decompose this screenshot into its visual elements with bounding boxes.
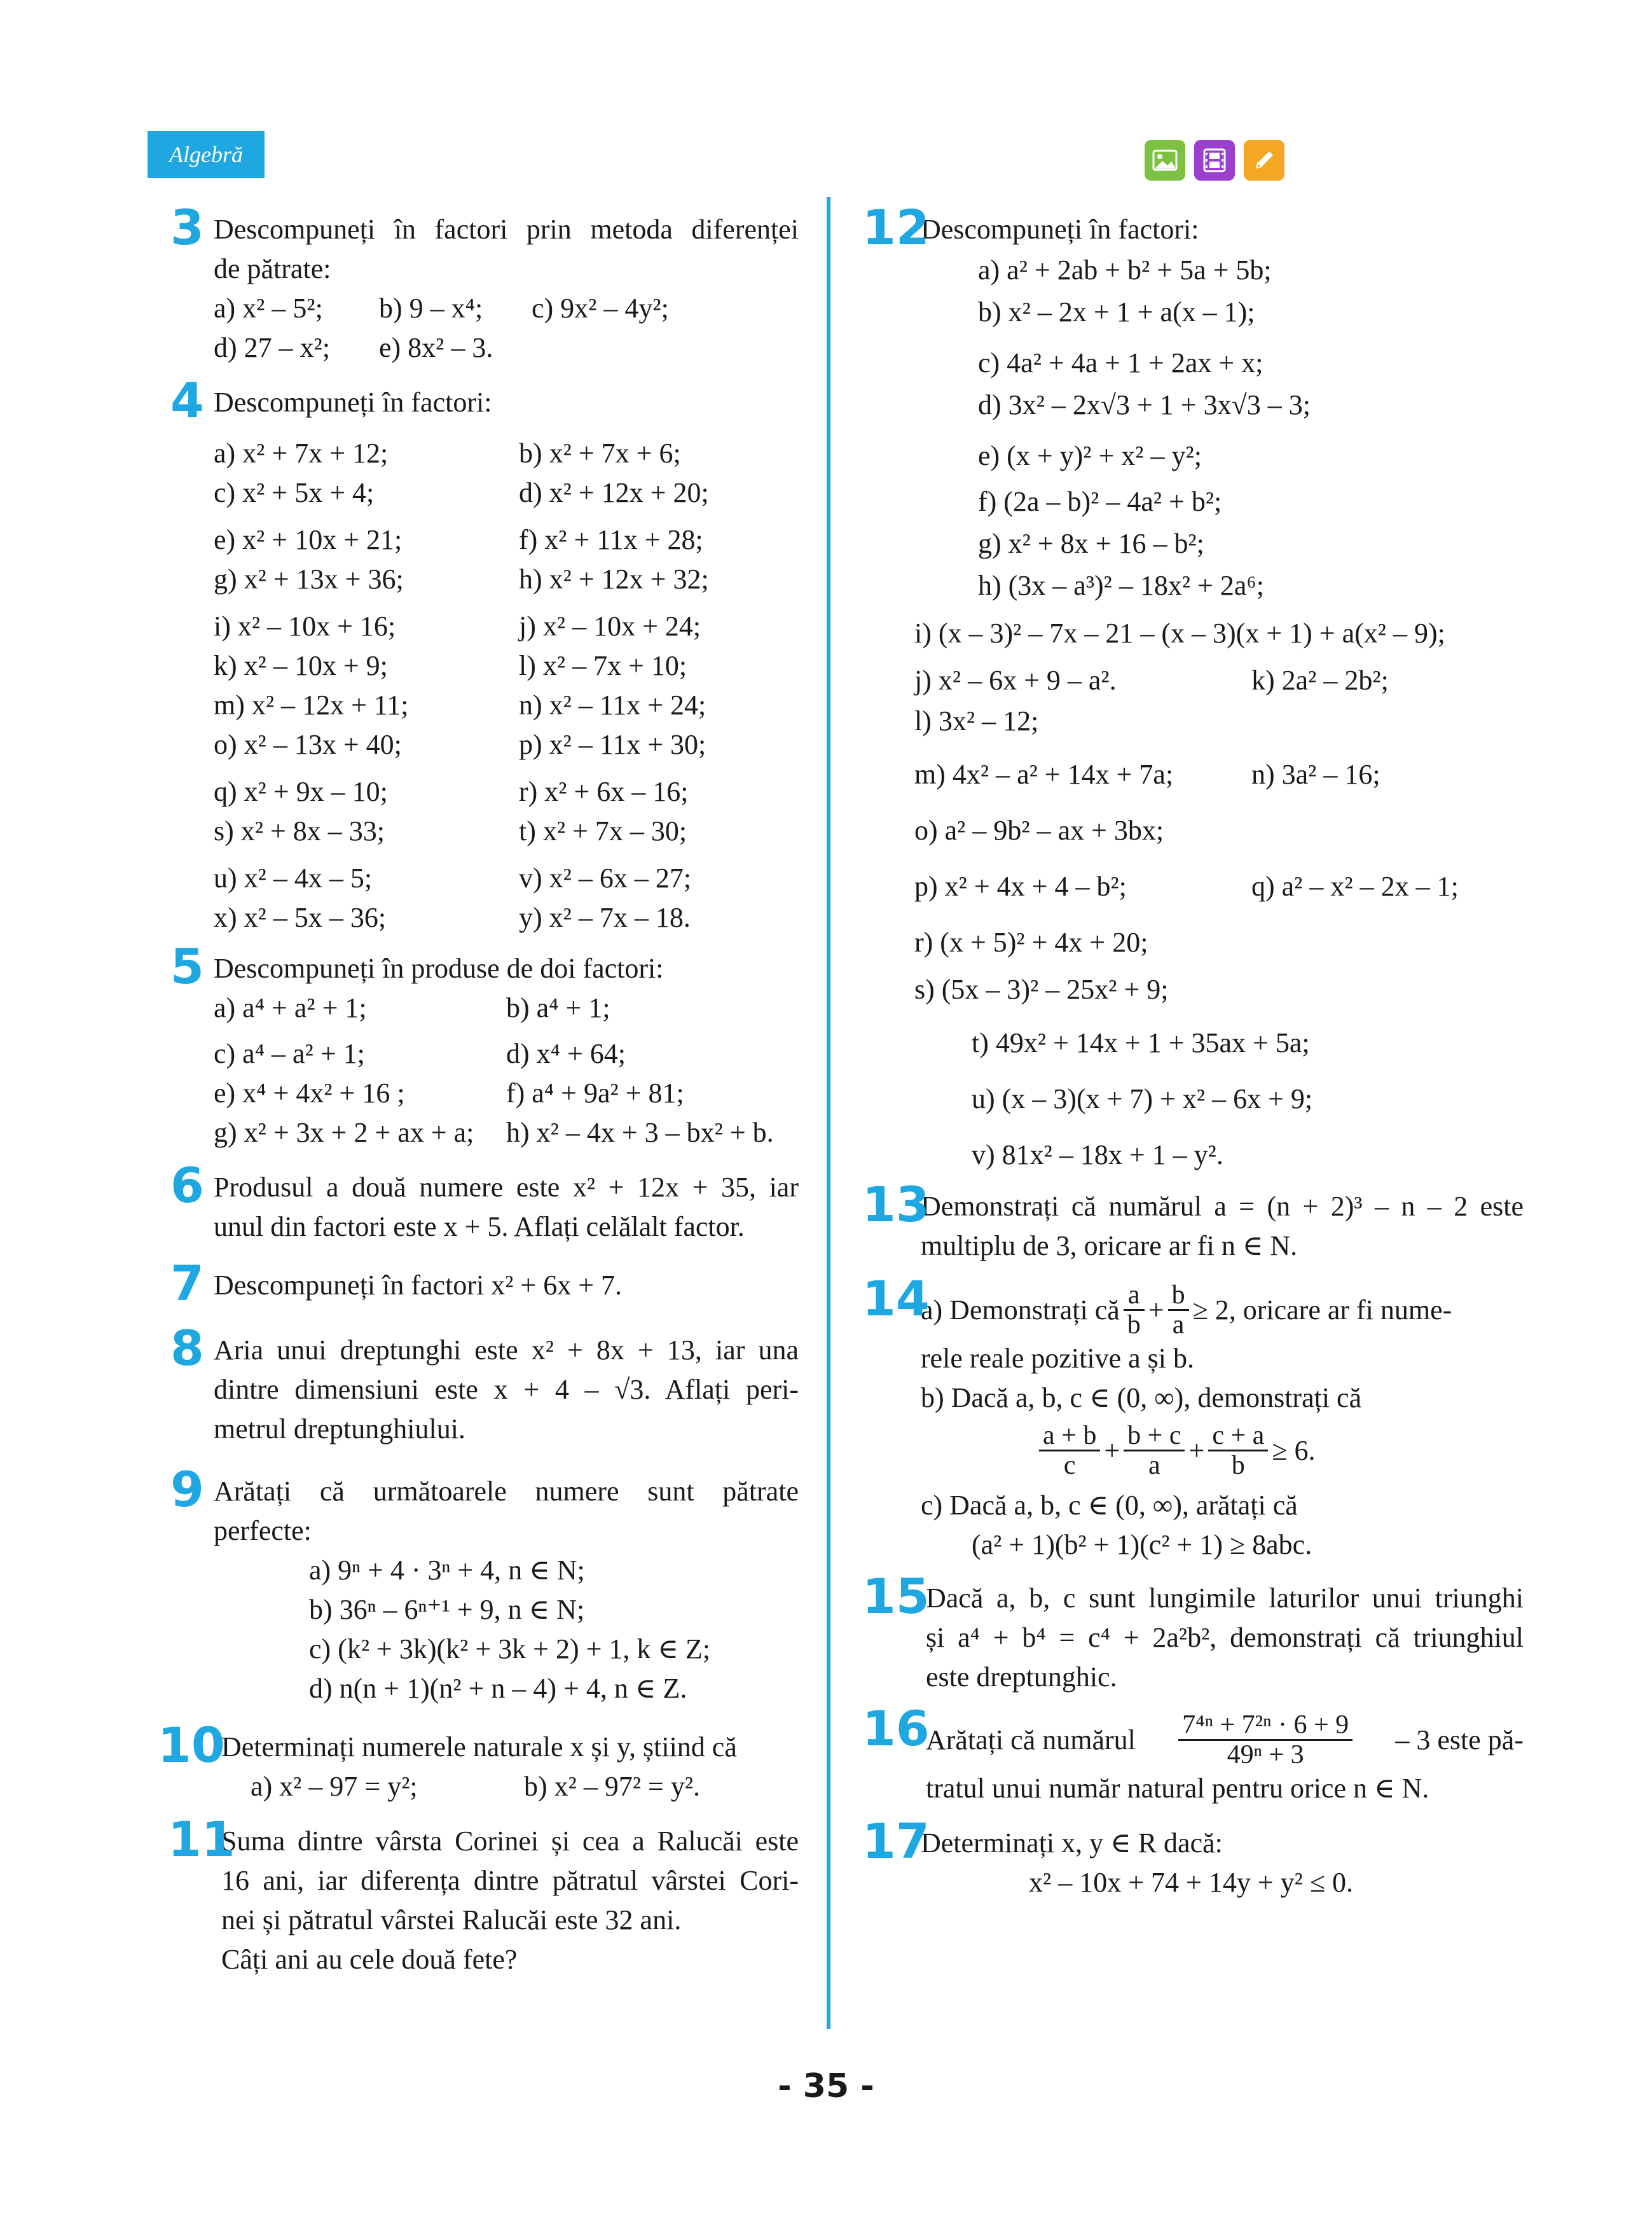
item: f) (2a – b)² – 4a² + b²;	[978, 486, 1222, 517]
item: b) x² + 7x + 6;	[519, 438, 681, 469]
item-a: a) x² – 97 = y²;	[251, 1771, 418, 1802]
chapter-tag: Algebră	[148, 131, 265, 178]
exercise-5	[163, 938, 799, 1153]
exercise-equation: x² – 10x + 74 + 14y + y² ≤ 0.	[1029, 1867, 1353, 1898]
exercise-text: Produsul a două numere este x² + 12x + 35, iar	[214, 1172, 799, 1203]
item-b: b) x² – 97² = y².	[524, 1771, 701, 1802]
exercise-text: este dreptunghic.	[926, 1661, 1117, 1693]
exercise-text: tratul unui număr natural pentru orice n ∈ N.	[926, 1773, 1429, 1804]
item-v: v) 81x² – 18x + 1 – y².	[972, 1139, 1223, 1170]
item: n) x² – 11x + 24;	[519, 689, 706, 721]
item-t: t) 49x² + 14x + 1 + 35ax + 5a;	[972, 1027, 1310, 1058]
item-u: u) (x – 3)(x + 7) + x² – 6x + 9;	[972, 1083, 1313, 1114]
exercise-text: Arătați că numărul	[926, 1724, 1136, 1755]
exercise-number: 6	[170, 1157, 204, 1214]
item: i) x² – 10x + 16;	[214, 611, 396, 642]
exercise-15	[862, 1568, 1524, 1697]
item-c: c) 9x² – 4y²;	[532, 293, 669, 324]
item-m: m) 4x² – a² + 14x + 7a;	[914, 759, 1174, 790]
denominator: b	[1231, 1451, 1245, 1480]
fraction	[1124, 1422, 1185, 1479]
item: a) 9ⁿ + 4 · 3ⁿ + 4, n ∈ N;	[309, 1555, 585, 1586]
item-e: e) 8x² – 3.	[379, 332, 493, 363]
exercise-number: 4	[170, 372, 204, 429]
exercise-number: 14	[862, 1270, 930, 1327]
numerator: a	[1124, 1281, 1145, 1311]
item: a) a⁴ + a² + 1;	[214, 992, 367, 1023]
numerator: b + c	[1124, 1422, 1185, 1451]
numerator: a + b	[1039, 1422, 1100, 1451]
exercise-14: 14 a) Demonstrați că $\frac{a}{b}$ + $\frac{b}{a}$ ≥ 2, oricare ar fi nume- rele reale pozitive a și b. b) Dacă a, b, c ∈ (0, ∞), demonstrați că $\frac{a + b}{c}$ + $\frac{b + c}{a}$ + $\frac{c + a}{b}$ ≥ 6. c) Dacă a, b, c ∈ (0, ∞), arătați că (a² + 1)(b² + 1)(c² + 1) ≥ 8abc.	[862, 1281, 1524, 1565]
item-r: r) (x + 5)² + 4x + 20;	[914, 927, 1148, 958]
exercise-text: dintre dimensiuni este x + 4 – √3. Aflați peri-	[214, 1374, 799, 1405]
exercise-text: b) Dacă a, b, c ∈ (0, ∞), demonstrați că	[921, 1382, 1362, 1413]
exercise-number: 13	[862, 1176, 930, 1233]
exercise-number: 9	[170, 1461, 204, 1518]
item: b) 36ⁿ – 6ⁿ⁺¹ + 9, n ∈ N;	[309, 1594, 585, 1625]
item: m) x² – 12x + 11;	[214, 689, 409, 721]
exercise-text: Descompuneți în factori prin metoda diferenței	[214, 214, 799, 245]
exercise-6	[163, 1157, 799, 1247]
item: h) (3x – a³)² – 18x² + 2a⁶;	[978, 570, 1264, 601]
exercise-text: a) Demonstrați că	[921, 1294, 1120, 1326]
exercise-13	[862, 1176, 1524, 1266]
exercise-11	[163, 1811, 799, 1979]
exercise-text: Determinați x, y ∈ R dacă:	[921, 1827, 1223, 1859]
item: a) a² + 2ab + b² + 5a + 5b;	[978, 254, 1272, 286]
image-icon[interactable]	[1145, 140, 1185, 181]
denominator: a	[1172, 1310, 1185, 1340]
item-k: k) 2a² – 2b²;	[1251, 665, 1389, 696]
exercise-text: multiplu de 3, oricare ar fi n ∈ N.	[921, 1230, 1298, 1261]
item: d) 3x² – 2x√3 + 1 + 3x√3 – 3;	[978, 389, 1311, 420]
exercise-4	[163, 372, 799, 938]
exercise-number: 5	[170, 938, 204, 995]
item: c) x² + 5x + 4;	[214, 477, 375, 508]
item-p: p) x² + 4x + 4 – b²;	[914, 871, 1127, 902]
exercise-3	[163, 199, 799, 368]
exercise-text: Dacă a, b, c sunt lungimile laturilor unui triunghi	[926, 1582, 1524, 1614]
denominator: a	[1148, 1451, 1160, 1480]
item-j: j) x² – 6x + 9 – a².	[914, 665, 1117, 696]
item-q: q) a² – x² – 2x – 1;	[1251, 871, 1459, 902]
film-icon[interactable]	[1194, 140, 1235, 181]
exercise-number: 11	[168, 1811, 235, 1867]
exercise-number: 3	[170, 199, 204, 256]
item: f) a⁴ + 9a² + 81;	[506, 1077, 684, 1109]
exercise-number: 12	[862, 199, 930, 256]
item-d: d) 27 – x²;	[214, 332, 331, 363]
item: a) x² + 7x + 12;	[214, 438, 389, 469]
item: s) x² + 8x – 33;	[214, 815, 385, 847]
item-i: i) (x – 3)² – 7x – 21 – (x – 3)(x + 1) + a(x² – 9);	[914, 618, 1445, 649]
exercise-text: Demonstrați că numărul a = (n + 2)³ – n – 2 este	[921, 1191, 1524, 1222]
exercise-9	[163, 1461, 799, 1708]
exercise-10	[158, 1717, 799, 1806]
item: p) x² – 11x + 30;	[519, 729, 706, 760]
right-column	[862, 199, 1524, 1914]
item: x) x² – 5x – 36;	[214, 902, 387, 933]
fraction	[1168, 1281, 1189, 1339]
exercise-text: Determinați numerele naturale x și y, știind că	[221, 1731, 737, 1762]
item: e) (x + y)² + x² – y²;	[978, 440, 1202, 471]
toolbar-icons	[1145, 140, 1284, 181]
exercise-text: Descompuneți în factori:	[214, 387, 492, 418]
item: y) x² – 7x – 18.	[519, 902, 691, 933]
item: r) x² + 6x – 16;	[519, 776, 689, 807]
item: d) x⁴ + 64;	[506, 1038, 626, 1069]
item: t) x² + 7x – 30;	[519, 815, 687, 847]
item: v) x² – 6x – 27;	[519, 862, 692, 894]
item: f) x² + 11x + 28;	[519, 524, 703, 555]
exercise-number: 10	[158, 1717, 225, 1773]
item-a: a) x² – 5²;	[214, 293, 323, 324]
item: g) x² + 8x + 16 – b²;	[978, 528, 1204, 559]
item: g) x² + 3x + 2 + ax + a;	[214, 1117, 474, 1148]
exercise-text: Descompuneți în factori:	[921, 214, 1199, 245]
item-o: o) a² – 9b² – ax + 3bx;	[914, 815, 1164, 846]
exercise-text: Aria unui dreptunghi este x² + 8x + 13, iar una	[214, 1334, 799, 1366]
item: h) x² – 4x + 3 – bx² + b.	[506, 1117, 774, 1148]
item: j) x² – 10x + 24;	[519, 611, 701, 642]
item: q) x² + 9x – 10;	[214, 776, 388, 807]
fraction	[1178, 1711, 1353, 1769]
exercise-number: 8	[170, 1320, 204, 1376]
exercise-text: Descompuneți în factori x² + 6x + 7.	[214, 1270, 623, 1301]
item-s: s) (5x – 3)² – 25x² + 9;	[914, 974, 1169, 1005]
exercise-text: – 3 este pă-	[1395, 1724, 1524, 1755]
exercise-text: c) Dacă a, b, c ∈ (0, ∞), arătați că	[921, 1490, 1298, 1521]
item: l) x² – 7x + 10;	[519, 650, 687, 681]
exercise-text: nei și pătratul vârstei Ralucăi este 32 ani.	[221, 1904, 682, 1936]
exercise-number: 7	[170, 1255, 204, 1312]
exercise-text: Descompuneți în produse de doi factori:	[214, 953, 664, 984]
item: c) a⁴ – a² + 1;	[214, 1038, 365, 1069]
item: c) (k² + 3k)(k² + 3k + 2) + 1, k ∈ Z;	[309, 1633, 711, 1665]
denominator: b	[1127, 1310, 1141, 1340]
column-divider	[827, 197, 830, 2029]
item: u) x² – 4x – 5;	[214, 862, 373, 894]
item: o) x² – 13x + 40;	[214, 729, 402, 760]
exercise-text: Câți ani au cele două fete?	[221, 1944, 518, 1975]
item: c) 4a² + 4a + 1 + 2ax + x;	[978, 347, 1263, 378]
exercise-12	[862, 199, 1524, 1175]
denominator: c	[1063, 1451, 1076, 1480]
numerator: c + a	[1208, 1422, 1268, 1451]
item: e) x² + 10x + 21;	[214, 524, 403, 555]
exercise-number: 16	[862, 1700, 930, 1757]
exercise-text: Suma dintre vârsta Corinei și cea a Ralucăi este	[221, 1825, 799, 1857]
item: d) x² + 12x + 20;	[519, 477, 709, 508]
page-number: - 35 -	[778, 2067, 874, 2105]
item: d) n(n + 1)(n² + n – 4) + 4, n ∈ Z.	[309, 1673, 687, 1704]
pencil-icon[interactable]	[1244, 140, 1284, 181]
fraction	[1039, 1422, 1100, 1479]
item: g) x² + 13x + 36;	[214, 564, 404, 595]
exercise-text: unul din factori este x + 5. Aflați celălalt factor.	[214, 1211, 745, 1242]
exercise-17	[862, 1813, 1524, 1902]
exercise-text: și a⁴ + b⁴ = c⁴ + 2a²b², demonstrați că triunghiul	[926, 1622, 1524, 1653]
exercise-text: (a² + 1)(b² + 1)(c² + 1) ≥ 8abc.	[972, 1529, 1312, 1560]
exercise-text: ≥ 6.	[1272, 1434, 1316, 1466]
numerator: b	[1168, 1281, 1189, 1311]
numerator: 7⁴ⁿ + 7²ⁿ · 6 + 9	[1178, 1711, 1353, 1741]
exercise-text: ≥ 2, oricare ar fi nume-	[1192, 1294, 1452, 1326]
item-b: b) 9 – x⁴;	[379, 293, 483, 324]
fraction	[1208, 1422, 1268, 1479]
exercise-text: de pătrate:	[214, 253, 331, 284]
left-column	[158, 199, 799, 1991]
exercise-text: rele reale pozitive a și b.	[921, 1343, 1195, 1374]
exercise-16	[862, 1700, 1524, 1808]
item: b) x² – 2x + 1 + a(x – 1);	[978, 296, 1255, 328]
exercise-text: Arătați că următoarele numere sunt pătrate	[214, 1476, 799, 1507]
exercise-number: 15	[862, 1568, 930, 1624]
exercise-7	[163, 1255, 799, 1312]
item: k) x² – 10x + 9;	[214, 650, 388, 681]
exercise-number: 17	[862, 1813, 930, 1869]
item-n: n) 3a² – 16;	[1251, 759, 1380, 790]
item-l: l) 3x² – 12;	[914, 705, 1039, 737]
exercise-text: perfecte:	[214, 1515, 312, 1546]
item: b) a⁴ + 1;	[506, 992, 610, 1023]
fraction	[1124, 1281, 1145, 1339]
exercise-text: metrul dreptunghiului.	[214, 1413, 465, 1444]
item: e) x⁴ + 4x² + 16 ;	[214, 1077, 405, 1109]
denominator: 49ⁿ + 3	[1227, 1740, 1304, 1769]
item: h) x² + 12x + 32;	[519, 564, 709, 595]
exercise-8	[163, 1320, 799, 1449]
exercise-text: 16 ani, iar diferența dintre pătratul vârstei Cori-	[221, 1865, 799, 1896]
